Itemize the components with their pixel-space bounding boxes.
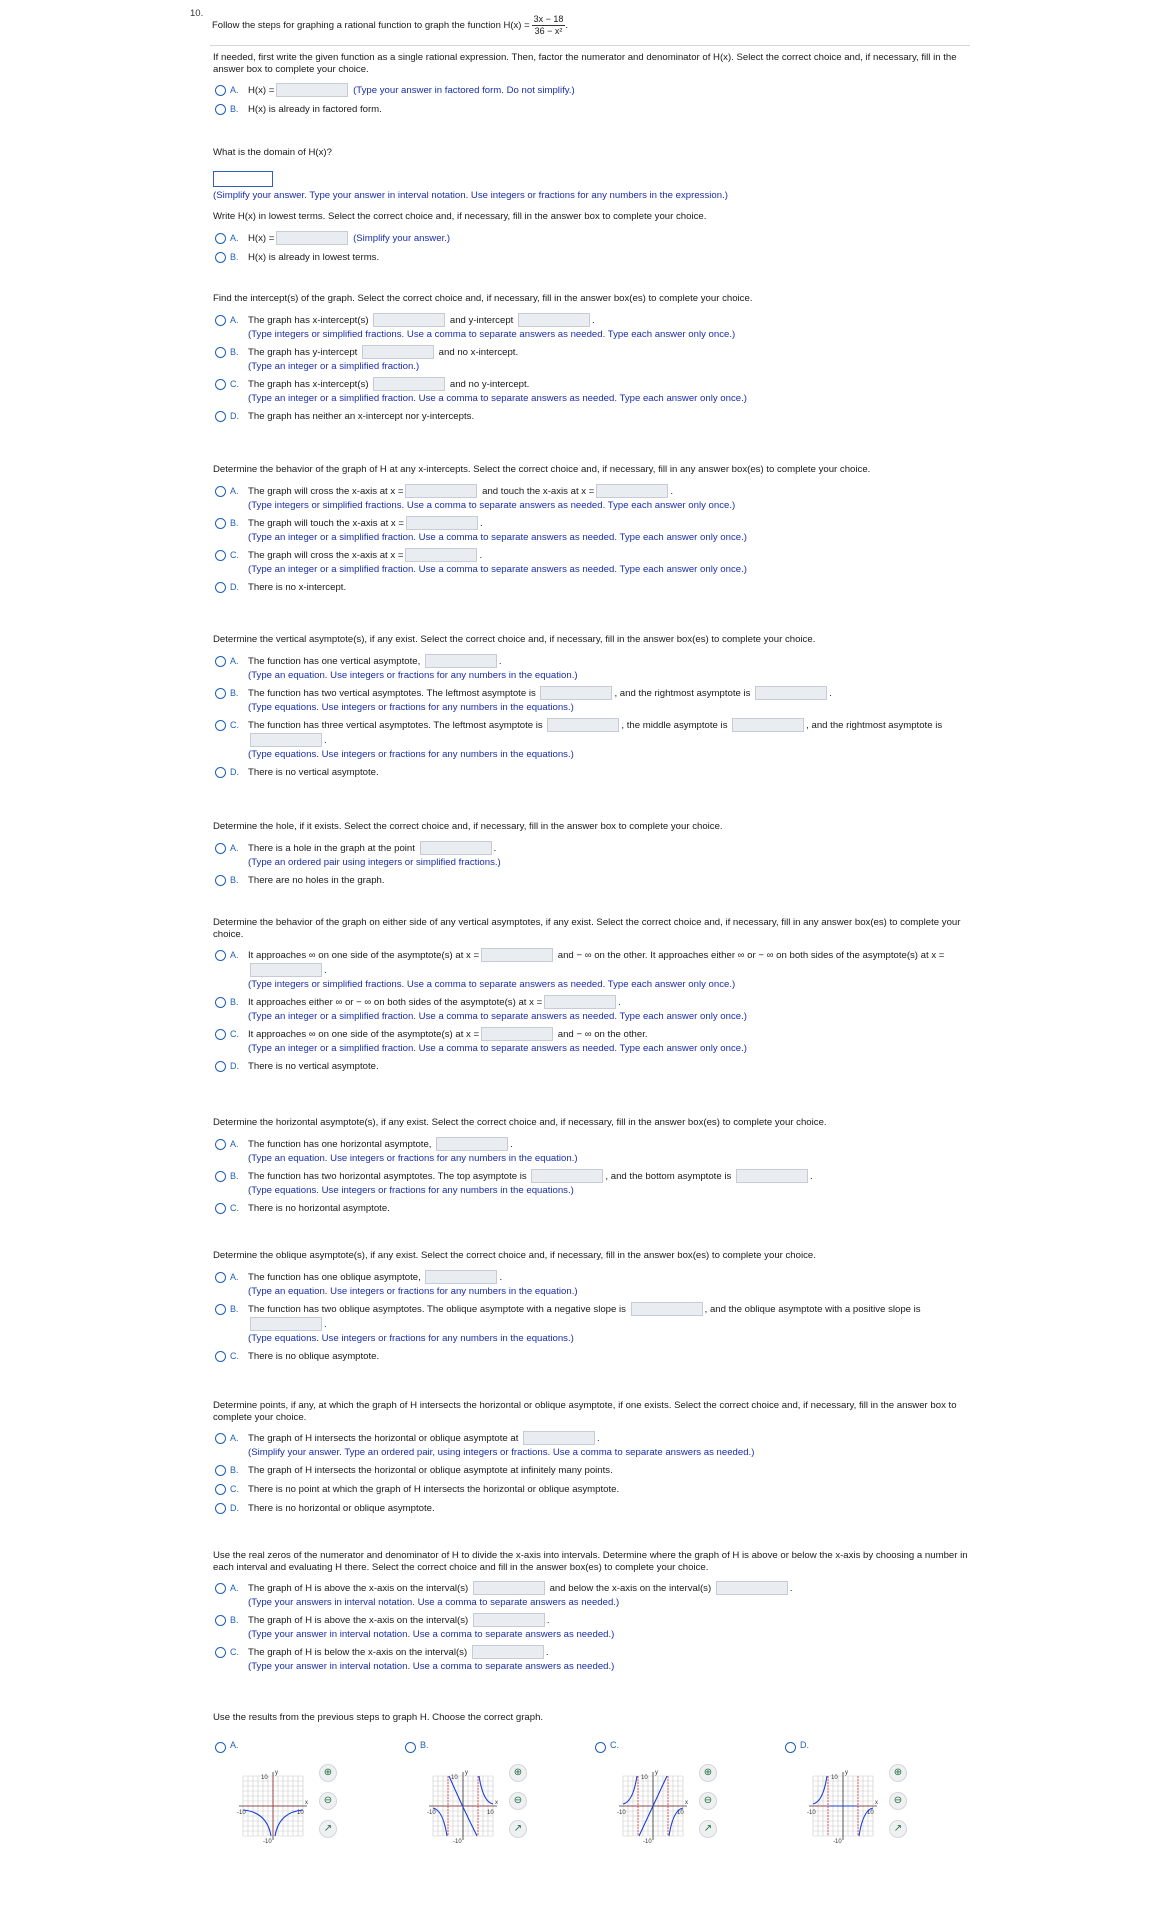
choice-text: It approaches either ∞ or − ∞ on both sides of the asymptote(s) at x = [248, 997, 543, 1008]
choice-hint: (Type equations. Use integers or fractions for any numbers in the equations.) [248, 1332, 574, 1344]
axis-label: y [845, 1770, 848, 1776]
radio-button[interactable] [215, 85, 226, 96]
choice-text: There is no x-intercept. [248, 581, 347, 593]
opposite-box[interactable] [481, 1027, 553, 1041]
choice-hint: (Type an integer or a simplified fraction. Use a comma to separate answers as needed. Type each answer only once.) [248, 531, 747, 543]
sign-choice-a[interactable]: A. The graph of H is above the x-axis on the interval(s) and below the x-axis on the interval(s) . (Type your answers in interval notation. Use a comma to separate answers as needed.) [213, 1581, 973, 1609]
choice-text: The graph of H is above the x-axis on the interval(s) [248, 1615, 469, 1626]
oasym-instruction: Determine the oblique asymptote(s), if any exist. Select the correct choice and, if necessary, fill in the answer box(es) to complete your choice. [213, 1250, 816, 1261]
choice-text: H(x) = [248, 85, 275, 96]
choice-text: The function has one vertical asymptote, [248, 655, 421, 667]
choice-text: and − ∞ on the other. It approaches either ∞ or − ∞ on both sides of the asymptote(s) at x = [557, 950, 945, 961]
axis-label: y [275, 1770, 278, 1776]
choice-text: The graph will cross the x-axis at x = [248, 485, 404, 497]
choice-letter: A. [230, 485, 239, 496]
hasym-choice-c[interactable] [213, 1201, 973, 1216]
choice-text: There is no horizontal or oblique asymptote. [248, 1503, 435, 1514]
choice-letter: C. [230, 1350, 239, 1361]
graph-thumbnail-b[interactable] [419, 1766, 507, 1848]
radio-button[interactable] [215, 1203, 226, 1214]
radio-button[interactable] [215, 1503, 226, 1514]
choice-text: The graph of H intersects the horizontal or oblique asymptote at infinitely many points. [248, 1465, 613, 1476]
graph-thumbnail-a[interactable] [229, 1766, 317, 1848]
choice-text: The graph has x-intercept(s) [248, 314, 369, 326]
vasym-middle-box[interactable] [732, 718, 804, 732]
choice-hint: (Simplify your answer.) [353, 232, 451, 244]
above-box[interactable] [473, 1581, 545, 1595]
radio-button[interactable] [215, 347, 226, 358]
choice-text: , and the oblique asymptote with a positive slope is [704, 1303, 921, 1315]
radio-button[interactable] [785, 1742, 796, 1753]
oasym-choice-b[interactable]: B. The function has two oblique asymptotes. The oblique asymptote with a negative slope is , and the oblique asymptote with a positive slope is . (Type equations. Use integers or fractions for any numbers in the equations.) [213, 1302, 973, 1345]
section-asymptote-behavior [213, 917, 973, 1078]
choice-hint: (Type equations. Use integers or fractions for any numbers in the equations.) [248, 748, 574, 760]
divider [210, 45, 970, 46]
choice-hint: (Type your answer in interval notation. Use a comma to separate answers as needed.) [248, 1661, 615, 1672]
function-denominator: 36 − x² [534, 26, 563, 36]
radio-button[interactable] [215, 104, 226, 115]
choice-letter: C. [230, 719, 239, 730]
domain-question: What is the domain of H(x)? [213, 147, 332, 158]
sign-choice-b[interactable]: B. The graph of H is above the x-axis on the interval(s) . (Type your answer in interval notation. Use a comma to separate answers as needed.) [213, 1613, 973, 1641]
choice-letter: B. [230, 251, 239, 262]
choice-hint: (Type an equation. Use integers or fractions for any numbers in the equation.) [248, 669, 578, 681]
choice-letter: C. [230, 549, 239, 560]
vasym-left-box[interactable] [540, 686, 612, 700]
popout-icon[interactable]: ↗ [889, 1820, 907, 1838]
tick-label: -10 [263, 1839, 272, 1845]
opposite-box[interactable] [481, 948, 553, 962]
above-box[interactable] [473, 1613, 545, 1627]
graph-option-d[interactable] [783, 1740, 973, 1850]
hasym-choice-a[interactable]: A. The function has one horizontal asymptote, . (Type an equation. Use integers or fractions for any numbers in the equation.) [213, 1137, 973, 1165]
choice-hint: (Type an integer or a simplified fraction. Use a comma to separate answers as needed. Type each answer only once.) [248, 1043, 747, 1054]
vasym-choice-c[interactable]: C. The function has three vertical asymptotes. The leftmost asymptote is , the middle asymptote is , and the rightmost asymptote is . (Type equations. Use integers or fractions for any numbers in the equations.) [213, 718, 973, 761]
intercepts-choice-d[interactable] [213, 409, 973, 424]
hole-box[interactable] [420, 841, 492, 855]
choice-text: and y-intercept [449, 314, 514, 326]
same-box[interactable] [544, 995, 616, 1009]
graph-options [213, 1740, 973, 1850]
choice-letter: C. [230, 1029, 239, 1039]
choice-letter: B. [230, 517, 239, 528]
tick-label: 10 [297, 1810, 304, 1816]
choice-hint: (Type an equation. Use integers or fractions for any numbers in the equation.) [248, 1152, 578, 1164]
radio-button[interactable] [215, 1742, 226, 1753]
choice-hint: (Type an integer or a simplified fraction. Use a comma to separate answers as needed. Type each answer only once.) [248, 563, 747, 575]
choice-letter: C. [230, 1484, 239, 1494]
radio-button[interactable] [595, 1742, 606, 1753]
choice-text: The function has two vertical asymptotes. The leftmost asymptote is [248, 687, 536, 699]
factor-choice-b[interactable] [213, 102, 973, 117]
section-intercepts [213, 293, 973, 428]
vasym-choice-d[interactable] [213, 765, 973, 780]
choice-letter: B. [230, 104, 239, 114]
choice-text: The graph of H is below the x-axis on the interval(s) [248, 1647, 468, 1658]
oasym-box[interactable] [425, 1270, 497, 1284]
choice-text: There is a hole in the graph at the point [248, 842, 415, 854]
choice-letter: D. [230, 1503, 239, 1513]
choice-hint: (Type equations. Use integers or fractions for any numbers in the equations.) [248, 701, 574, 713]
vasym-instruction: Determine the vertical asymptote(s), if any exist. Select the correct choice and, if necessary, fill in the answer box(es) to complete your choice. [213, 634, 816, 645]
choice-text: The graph has y-intercept [248, 346, 358, 358]
vasym-choice-b[interactable]: B. The function has two vertical asymptotes. The leftmost asymptote is , and the rightmost asymptote is . (Type equations. Use integers or fractions for any numbers in the equations.) [213, 686, 973, 714]
lowest-answer-box[interactable] [276, 231, 348, 245]
behavior-instruction: Determine the behavior of the graph of H at any x-intercepts. Select the correct choice and, if necessary, fill in any answer box(es) to complete your choice. [213, 464, 871, 475]
tick-label: 10 [641, 1775, 648, 1781]
section-sign-intervals [213, 1550, 973, 1677]
zoom-out-icon[interactable]: ⊖ [509, 1792, 527, 1810]
choice-text: The graph has neither an x-intercept nor y-intercepts. [248, 410, 475, 422]
choice-letter: B. [230, 1615, 239, 1625]
function-numerator: 3x − 18 [533, 14, 564, 24]
vasym-box[interactable] [425, 654, 497, 668]
touch-box[interactable] [596, 484, 668, 498]
choice-text: The graph will cross the x-axis at x = [248, 549, 404, 561]
oasym-positive-box[interactable] [250, 1317, 322, 1331]
choice-text: H(x) = [248, 232, 275, 244]
intercepts-instruction: Find the intercept(s) of the graph. Select the correct choice and, if necessary, fill in the answer box(es) to complete your choice. [213, 293, 753, 304]
hasym-instruction: Determine the horizontal asymptote(s), if any exist. Select the correct choice and, if necessary, fill in the answer box(es) to complete your choice. [213, 1117, 827, 1128]
choice-text: The graph has x-intercept(s) [248, 378, 369, 390]
tick-label: 10 [487, 1810, 494, 1816]
tick-label: 10 [677, 1810, 684, 1816]
intersect-choice-b[interactable] [213, 1463, 973, 1478]
choice-text: There are no holes in the graph. [248, 874, 385, 886]
radio-button[interactable] [215, 518, 226, 529]
graph-option-b[interactable] [403, 1740, 593, 1850]
tick-label: -10 [237, 1810, 246, 1816]
choice-text: It approaches ∞ on one side of the asymptote(s) at x = [248, 950, 480, 961]
radio-button[interactable] [215, 550, 226, 561]
axis-label: x [685, 1800, 688, 1806]
vbehav-choice-c[interactable] [213, 1027, 973, 1055]
radio-button[interactable] [215, 1304, 226, 1315]
lowest-instruction: Write H(x) in lowest terms. Select the correct choice and, if necessary, fill in the answer box to complete your choice. [213, 211, 707, 222]
tick-label: 10 [451, 1775, 458, 1781]
choice-letter: B. [230, 687, 239, 698]
intercepts-choice-a[interactable]: A. The graph has x-intercept(s) and y-intercept . (Type integers or simplified fractions. Use a comma to separate answers as needed. Type each answer only once.) [213, 313, 973, 341]
choice-letter: A. [230, 1271, 239, 1282]
choice-text: The function has one horizontal asymptote, [248, 1138, 432, 1150]
choice-text: The graph of H is above the x-axis on the interval(s) [248, 1583, 469, 1594]
graph-option-c[interactable] [593, 1740, 783, 1850]
y-intercept-box[interactable] [362, 345, 434, 359]
choice-letter: B. [230, 997, 239, 1007]
section-vertical-asymptotes [213, 634, 973, 784]
x-intercept-box[interactable] [373, 313, 445, 327]
choice-hint: (Type an integer or a simplified fraction. Use a comma to separate answers as needed. Type each answer only once.) [248, 1011, 747, 1022]
choice-hint: (Type an equation. Use integers or fractions for any numbers in the equation.) [248, 1285, 578, 1297]
lowest-choice-a[interactable] [213, 231, 973, 246]
section-horizontal-asymptotes [213, 1117, 973, 1220]
behavior-choice-a[interactable]: A. The graph will cross the x-axis at x = and touch the x-axis at x = . (Type integers or simplified fractions. Use a comma to separate answers as needed. Type each answer only once.) [213, 484, 973, 512]
section-domain [213, 147, 973, 202]
tick-label: -10 [643, 1839, 652, 1845]
choice-text: and − ∞ on the other. [557, 1029, 648, 1040]
zoom-in-icon[interactable]: ⊕ [699, 1764, 717, 1782]
choice-letter: A. [230, 232, 239, 243]
hole-instruction: Determine the hole, if it exists. Select the correct choice and, if necessary, fill in the answer box to complete your choice. [213, 821, 723, 832]
choice-text: The function has two horizontal asymptotes. The top asymptote is [248, 1170, 527, 1182]
choice-letter: A. [230, 950, 239, 960]
vbehav-choice-a[interactable]: A. It approaches ∞ on one side of the asymptote(s) at x = and − ∞ on the other. It approaches either ∞ or − ∞ on both sides of the asymptote(s) at x =. (Type integers or simplified fractions. Use a comma to separate answers as needed. Type each answer only once.) [213, 948, 973, 991]
tick-label: -10 [617, 1810, 626, 1816]
question-number: 10. [190, 8, 204, 19]
choice-letter: B. [230, 1303, 239, 1314]
radio-button[interactable] [215, 720, 226, 731]
radio-button[interactable] [215, 252, 226, 263]
choice-text: The function has two oblique asymptotes. The oblique asymptote with a negative slope is [248, 1303, 626, 1315]
question-prompt [212, 14, 568, 37]
radio-button[interactable] [215, 767, 226, 778]
choice-letter: C. [230, 1202, 239, 1213]
intercepts-choice-c[interactable] [213, 377, 973, 405]
axis-label: x [875, 1800, 878, 1806]
choice-letter: A. [230, 842, 239, 853]
behavior-choice-b[interactable]: B. The graph will touch the x-axis at x = . (Type an integer or a simplified fraction. Use a comma to separate answers as needed. Type each answer only once.) [213, 516, 973, 544]
radio-button[interactable] [215, 411, 226, 422]
behavior-choice-d[interactable] [213, 580, 973, 595]
below-box[interactable] [716, 1581, 788, 1595]
below-box[interactable] [472, 1645, 544, 1659]
radio-button[interactable] [215, 656, 226, 667]
graph-option-a[interactable] [213, 1740, 403, 1850]
choice-letter: A. [230, 1740, 239, 1750]
tick-label: 10 [261, 1775, 268, 1781]
axis-label: x [305, 1800, 308, 1806]
tick-label: 10 [867, 1810, 874, 1816]
oasym-choice-c[interactable] [213, 1349, 973, 1364]
hasym-box[interactable] [436, 1137, 508, 1151]
axis-label: y [655, 1770, 658, 1776]
choice-text: , and the rightmost asymptote is [614, 687, 751, 699]
lowest-choice-b[interactable] [213, 250, 973, 265]
radio-button[interactable] [215, 486, 226, 497]
tick-label: -10 [833, 1839, 842, 1845]
choice-text: The function has three vertical asymptotes. The leftmost asymptote is [248, 719, 543, 731]
radio-button[interactable] [215, 1647, 226, 1658]
tick-label: -10 [453, 1839, 462, 1845]
cross-box[interactable] [405, 548, 477, 562]
intersect-choice-a[interactable]: A. The graph of H intersects the horizontal or oblique asymptote at . (Simplify your answer. Type an ordered pair, using integers or fractions. Use a comma to separate answers as needed.) [213, 1431, 973, 1459]
choice-letter: B. [230, 346, 239, 357]
section-intercept-behavior [213, 464, 973, 599]
choice-text: There is no vertical asymptote. [248, 1061, 379, 1072]
radio-button[interactable] [215, 1615, 226, 1626]
sign-instruction: Use the real zeros of the numerator and denominator of H to divide the x-axis into intervals. Determine where the graph of H is above or below the x-axis by choosing a number in each interval and evaluating H there. Select the correct choice and fill in the answer box(es) to complete your choice. [213, 1550, 968, 1573]
vasym-left-box[interactable] [547, 718, 619, 732]
choice-text: There is no oblique asymptote. [248, 1350, 380, 1362]
domain-hint: (Simplify your answer. Type your answer in interval notation. Use integers or fractions for any numbers in the expression.) [213, 189, 728, 201]
choice-hint: (Type an integer or a simplified fraction. Use a comma to separate answers as needed. Type each answer only once.) [248, 392, 747, 404]
choice-text: , and the rightmost asymptote is [806, 719, 943, 731]
intersect-instruction: Determine points, if any, at which the graph of H intersects the horizontal or oblique asymptote, if one exists. Select the correct choice and, if necessary, fill in the answer box to complete your choice. [213, 1400, 957, 1423]
radio-button[interactable] [215, 233, 226, 244]
choice-text: and touch the x-axis at x = [482, 485, 595, 497]
choice-text: The graph of H intersects the horizontal or oblique asymptote at [248, 1433, 519, 1444]
choice-letter: A. [230, 1583, 239, 1593]
radio-button[interactable] [405, 1742, 416, 1753]
radio-button[interactable] [215, 688, 226, 699]
zoom-in-icon[interactable]: ⊕ [509, 1764, 527, 1782]
choice-text: and below the x-axis on the interval(s) [549, 1583, 712, 1594]
radio-button[interactable] [215, 997, 226, 1008]
choice-text: and no x-intercept. [438, 346, 519, 358]
choice-letter: A. [230, 1138, 239, 1149]
vbehav-instruction: Determine the behavior of the graph on either side of any vertical asymptotes, if any exist. Select the correct choice and, if necessary, fill in any answer box(es) to complete your choice. [213, 917, 961, 940]
choice-hint: (Type an ordered pair using integers or simplified fractions.) [248, 856, 501, 868]
intercepts-choice-b[interactable] [213, 345, 973, 373]
intersect-choice-c[interactable] [213, 1482, 973, 1497]
choice-letter: D. [230, 581, 239, 592]
radio-button[interactable] [215, 1351, 226, 1362]
tick-label: 10 [831, 1775, 838, 1781]
tick-label: -10 [807, 1810, 816, 1816]
choice-text: and no y-intercept. [449, 378, 530, 390]
vasym-right-box[interactable] [250, 733, 322, 747]
choice-letter: A. [230, 1433, 239, 1443]
choice-hint: (Type your answer in factored form. Do not simplify.) [353, 85, 575, 96]
prompt-text: Follow the steps for graphing a rational function to graph the function H(x) = [212, 20, 530, 31]
hole-choice-a[interactable]: A. There is a hole in the graph at the point . (Type an ordered pair using integers or simplified fractions.) [213, 841, 973, 869]
choice-text: The graph will touch the x-axis at x = [248, 517, 404, 529]
popout-icon[interactable]: ↗ [699, 1820, 717, 1838]
section-factor [213, 52, 973, 121]
touch-box[interactable] [406, 516, 478, 530]
zoom-out-icon[interactable]: ⊖ [699, 1792, 717, 1810]
choice-letter: D. [230, 766, 239, 777]
choice-hint: (Type your answer in interval notation. Use a comma to separate answers as needed.) [248, 1629, 615, 1640]
choice-hint: (Type equations. Use integers or fractions for any numbers in the equations.) [248, 1184, 574, 1196]
hasym-bottom-box[interactable] [736, 1169, 808, 1183]
zoom-in-icon[interactable]: ⊕ [889, 1764, 907, 1782]
popout-icon[interactable]: ↗ [509, 1820, 527, 1838]
intersect-choice-d[interactable] [213, 1501, 973, 1516]
radio-button[interactable] [215, 1484, 226, 1495]
graph-instruction: Use the results from the previous steps to graph H. Choose the correct graph. [213, 1712, 544, 1723]
choice-letter: D. [800, 1740, 809, 1750]
radio-button[interactable] [215, 1061, 226, 1072]
radio-button[interactable] [215, 1029, 226, 1040]
choice-hint: (Type integers or simplified fractions. Use a comma to separate answers as needed. Type each answer only once.) [248, 328, 736, 340]
intersect-box[interactable] [523, 1431, 595, 1445]
radio-button[interactable] [215, 1272, 226, 1283]
radio-button[interactable] [215, 1139, 226, 1150]
hasym-choice-b[interactable]: B. The function has two horizontal asymptotes. The top asymptote is , and the bottom asymptote is . (Type equations. Use integers or fractions for any numbers in the equations.) [213, 1169, 973, 1197]
axis-label: x [495, 1800, 498, 1806]
vbehav-choice-d[interactable] [213, 1059, 973, 1074]
choice-letter: B. [230, 874, 239, 885]
choice-hint: (Type integers or simplified fractions. Use a comma to separate answers as needed. Type each answer only once.) [248, 979, 736, 990]
choice-text: H(x) is already in factored form. [248, 104, 382, 115]
radio-button[interactable] [215, 875, 226, 886]
domain-answer-box[interactable] [213, 171, 273, 187]
section-hole [213, 821, 973, 892]
choice-text: , and the bottom asymptote is [605, 1170, 732, 1182]
section-asymptote-intersections [213, 1400, 973, 1520]
radio-button[interactable] [215, 1583, 226, 1594]
oasym-negative-box[interactable] [631, 1302, 703, 1316]
tick-label: -10 [427, 1810, 436, 1816]
graph-thumbnail-d[interactable] [799, 1766, 887, 1848]
choice-text: It approaches ∞ on one side of the asymptote(s) at x = [248, 1029, 480, 1040]
cross-box[interactable] [405, 484, 477, 498]
choice-text: , the middle asymptote is [621, 719, 728, 731]
vasym-choice-a[interactable]: A. The function has one vertical asymptote, . (Type an equation. Use integers or fractions for any numbers in the equation.) [213, 654, 973, 682]
choice-letter: D. [230, 1061, 239, 1071]
radio-button[interactable] [215, 582, 226, 593]
choice-text: The function has one oblique asymptote, [248, 1271, 421, 1283]
section-oblique-asymptotes [213, 1250, 973, 1368]
behavior-choice-c[interactable]: C. The graph will cross the x-axis at x = . (Type an integer or a simplified fraction. Use a comma to separate answers as needed. Type each answer only once.) [213, 548, 973, 576]
choice-letter: C. [230, 378, 239, 389]
factor-instruction: If needed, first write the given function as a single rational expression. Then, factor the numerator and denominator of H(x). Select the correct choice and, if necessary, fill in the answer box to complete your choice. [213, 52, 957, 75]
radio-button[interactable] [215, 1465, 226, 1476]
popout-icon[interactable]: ↗ [319, 1820, 337, 1838]
sign-choice-c[interactable]: C. The graph of H is below the x-axis on the interval(s) . (Type your answer in interval notation. Use a comma to separate answers as needed.) [213, 1645, 973, 1673]
same-box[interactable] [250, 963, 322, 977]
choice-text: There is no point at which the graph of H intersects the horizontal or oblique asymptote. [248, 1484, 620, 1495]
choice-hint: (Type an integer or a simplified fraction.) [248, 360, 420, 372]
radio-button[interactable] [215, 1433, 226, 1444]
radio-button[interactable] [215, 950, 226, 961]
radio-button[interactable] [215, 379, 226, 390]
choice-letter: A. [230, 85, 239, 95]
y-intercept-box[interactable] [518, 313, 590, 327]
vasym-right-box[interactable] [755, 686, 827, 700]
zoom-out-icon[interactable]: ⊖ [889, 1792, 907, 1810]
choice-text: H(x) is already in lowest terms. [248, 251, 380, 263]
hasym-top-box[interactable] [531, 1169, 603, 1183]
hole-choice-b[interactable] [213, 873, 973, 888]
section-graph-choice [213, 1712, 973, 1732]
radio-button[interactable] [215, 843, 226, 854]
radio-button[interactable] [215, 315, 226, 326]
choice-letter: A. [230, 655, 239, 666]
factor-choice-a[interactable] [213, 83, 973, 98]
axis-label: y [465, 1770, 468, 1776]
vbehav-choice-b[interactable]: B. It approaches either ∞ or − ∞ on both sides of the asymptote(s) at x = . (Type an integer or a simplified fraction. Use a comma to separate answers as needed. Type each answer only once.) [213, 995, 973, 1023]
factor-answer-box[interactable] [276, 83, 348, 97]
graph-thumbnail-c[interactable] [609, 1766, 697, 1848]
prompt-period: . [565, 20, 569, 31]
zoom-in-icon[interactable]: ⊕ [319, 1764, 337, 1782]
radio-button[interactable] [215, 1171, 226, 1182]
function-fraction [532, 14, 569, 37]
oasym-choice-a[interactable]: A. The function has one oblique asymptote, . (Type an equation. Use integers or fractions for any numbers in the equation.) [213, 1270, 973, 1298]
choice-hint: (Type your answers in interval notation. Use a comma to separate answers as needed.) [248, 1597, 620, 1608]
choice-letter: C. [230, 1647, 239, 1657]
choice-text: There is no vertical asymptote. [248, 766, 379, 778]
zoom-out-icon[interactable]: ⊖ [319, 1792, 337, 1810]
choice-letter: D. [230, 410, 239, 421]
choice-text: There is no horizontal asymptote. [248, 1202, 390, 1214]
choice-letter: C. [610, 1740, 619, 1750]
choice-letter: B. [420, 1740, 429, 1750]
choice-letter: B. [230, 1170, 239, 1181]
choice-letter: B. [230, 1465, 239, 1475]
choice-hint: (Simplify your answer. Type an ordered pair, using integers or fractions. Use a comma to separate answers as needed.) [248, 1447, 755, 1458]
choice-letter: A. [230, 314, 239, 325]
x-intercept-box[interactable] [373, 377, 445, 391]
section-lowest-terms [213, 211, 973, 269]
choice-hint: (Type integers or simplified fractions. Use a comma to separate answers as needed. Type each answer only once.) [248, 499, 736, 511]
